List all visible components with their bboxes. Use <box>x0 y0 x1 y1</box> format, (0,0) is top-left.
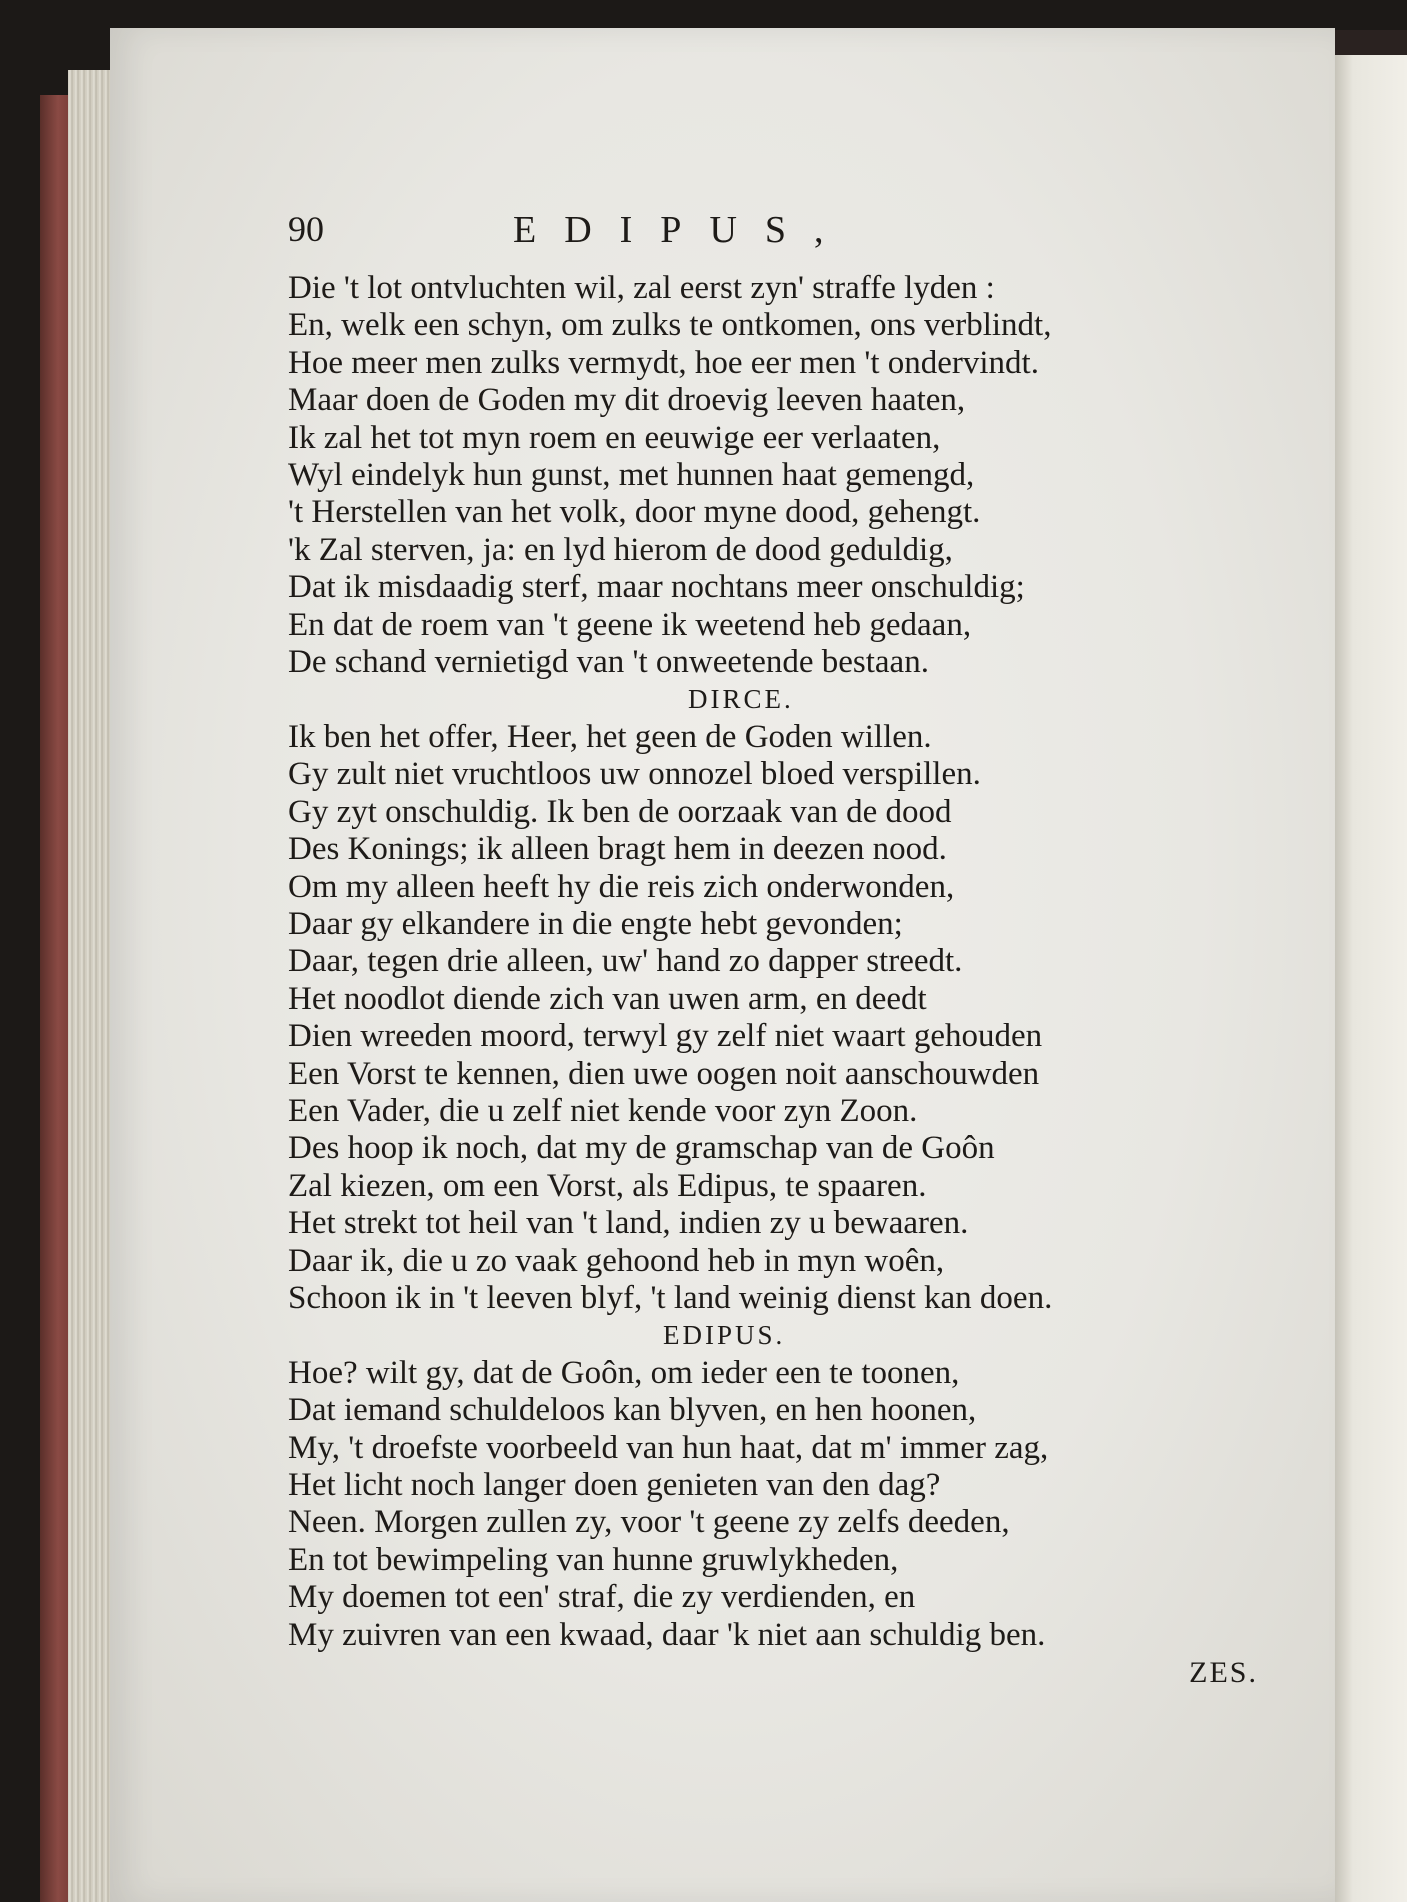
section-1 <box>288 270 1268 681</box>
verse-line: 'k Zal sterven, ja: en lyd hierom de dood geduldig, <box>288 531 953 568</box>
verse-line: Die 't lot ontvluchten wil, zal eerst zyn' straffe lyden : <box>288 270 995 306</box>
verse-line: Des Konings; ik alleen bragt hem in deezen nood. <box>288 831 947 868</box>
verse-line: Om my alleen heeft hy die reis zich onderwonden, <box>288 868 955 905</box>
verse-line: My doemen tot een' straf, die zy verdienden, en <box>288 1579 916 1616</box>
verse-line: De schand vernietigd van 't onweetende bestaan. <box>288 644 929 681</box>
speaker-heading: EDIPUS. <box>663 1320 786 1351</box>
verse-line: Hoe meer men zulks vermydt, hoe eer men 't ondervindt. <box>288 344 1039 381</box>
verse-line: En, welk een schyn, om zulks te ontkomen, ons verblindt, <box>288 307 1052 344</box>
verse-line: Daar ik, die u zo vaak gehoond heb in myn woên, <box>288 1242 945 1279</box>
verse-line: Maar doen de Goden my dit droevig leeven haaten, <box>288 382 966 419</box>
section-dirce <box>288 681 1268 1317</box>
catchword: ZES. <box>1189 1656 1258 1690</box>
verse-line: Neen. Morgen zullen zy, voor 't geene zy zelfs deeden, <box>288 1504 1010 1541</box>
page-header <box>288 208 1268 270</box>
facing-page-edge <box>1330 55 1407 1902</box>
section-edipus <box>288 1317 1268 1654</box>
text-block <box>288 208 1268 1691</box>
verse-line: Dat iemand schuldeloos kan blyven, en hen hoonen, <box>288 1392 977 1429</box>
verse-line: En tot bewimpeling van hunne gruwlykheden, <box>288 1541 899 1578</box>
verse-line: Ik zal het tot myn roem en eeuwige eer verlaaten, <box>288 419 941 456</box>
running-title: EDIPUS, <box>513 209 852 251</box>
verse-line: Dien wreeden moord, terwyl gy zelf niet waart gehouden <box>288 1018 1043 1055</box>
verse-line: My, 't droefste voorbeeld van hun haat, dat m' immer zag, <box>288 1429 1049 1466</box>
speaker-heading: DIRCE. <box>688 684 794 715</box>
verse-line: Wyl eindelyk hun gunst, met hunnen haat gemengd, <box>288 457 975 494</box>
verse-line: Dat ik misdaadig sterf, maar nochtans meer onschuldig; <box>288 569 1025 606</box>
verse-line: My zuivren van een kwaad, daar 'k niet aan schuldig ben. <box>288 1616 1046 1653</box>
verse-line: Ik ben het offer, Heer, het geen de Goden willen. <box>288 718 932 755</box>
verse-line: Daar gy elkandere in die engte hebt gevonden; <box>288 905 903 942</box>
verse-line: Daar, tegen drie alleen, uw' hand zo dapper streedt. <box>288 943 963 980</box>
verse-line: En dat de roem van 't geene ik weetend heb gedaan, <box>288 606 972 643</box>
verse-line: Het strekt tot heil van 't land, indien zy u bewaaren. <box>288 1205 969 1242</box>
verse-line: Een Vorst te kennen, dien uwe oogen noit aanschouwden <box>288 1055 1040 1092</box>
verse-line: Zal kiezen, om een Vorst, als Edipus, te spaaren. <box>288 1167 927 1204</box>
verse-line: Des hoop ik noch, dat my de gramschap van de Goôn <box>288 1130 995 1167</box>
verse-line: Het licht noch langer doen genieten van den dag? <box>288 1467 941 1503</box>
verse-line: Gy zyt onschuldig. Ik ben de oorzaak van de dood <box>288 793 952 830</box>
verse-line: 't Herstellen van het volk, door myne dood, gehengt. <box>288 494 981 531</box>
verse-line: Een Vader, die u zelf niet kende voor zyn Zoon. <box>288 1092 918 1129</box>
verse-line: Hoe? wilt gy, dat de Goôn, om ieder een te toonen, <box>288 1354 960 1391</box>
verse-line: Schoon ik in 't leeven blyf, 't land weinig dienst kan doen. <box>288 1279 1053 1316</box>
page-number: 90 <box>288 209 324 249</box>
verse-line: Gy zult niet vruchtloos uw onnozel bloed verspillen. <box>288 756 981 793</box>
verse-line: Het noodlot diende zich van uwen arm, en deedt <box>288 980 927 1017</box>
